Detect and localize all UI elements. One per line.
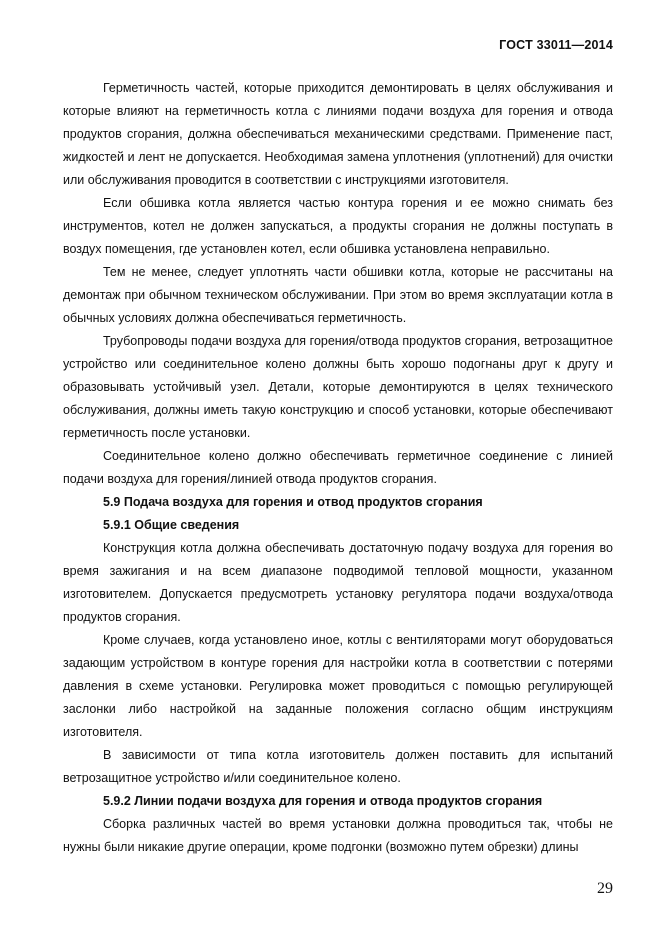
paragraph: Тем не менее, следует уплотнять части обшивки котла, которые не рассчитаны на демонтаж при обычном техническом обслуживании. При этом во время эксплуатации котла в обычных условиях должна обеспечиваться герметичность. <box>63 265 613 325</box>
document-body <box>63 77 613 859</box>
page-number: 29 <box>597 880 613 897</box>
paragraph: Конструкция котла должна обеспечивать достаточную подачу воздуха для горения во время зажигания и на всем диапазоне подводимой тепловой мощности, указанном изготовителем. Допускается предусмотреть установку регулятора подачи воздуха/отвода продуктов сгорания. <box>63 541 613 624</box>
paragraph: Если обшивка котла является частью контура горения и ее можно снимать без инструментов, котел не должен запускаться, а продукты сгорания не должны поступать в воздух помещения, где установлен котел, если обшивка установлена неправильно. <box>63 196 613 256</box>
paragraph: Соединительное колено должно обеспечивать герметичное соединение с линией подачи воздуха для горения/линией отвода продуктов сгорания. <box>63 449 613 486</box>
section-heading-5-9: 5.9 Подача воздуха для горения и отвод продуктов сгорания <box>103 495 483 509</box>
paragraph: Герметичность частей, которые приходится демонтировать в целях обслуживания и которые влияют на герметичность котла с линиями подачи воздуха для горения и отвода продуктов сгорания, должна обеспечиваться механическими средствами. Применение паст, жидкостей и лент не допускается. Необходимая замена уплотнения (уплотнений) для очистки или обслуживания проводится в соответствии с инструкциями изготовителя. <box>63 81 613 187</box>
paragraph: Сборка различных частей во время установки должна проводиться так, чтобы не нужны были никакие другие операции, кроме подгонки (возможно путем обрезки) длины <box>63 817 613 854</box>
paragraph: Кроме случаев, когда установлено иное, котлы с вентиляторами могут оборудоваться задающим устройством в контуре горения для настройки котла в соответствии с потерями давления в схеме установки. Регулировка может проводиться с помощью регулирующей заслонки либо настройкой на заданные положения согласно общим инструкциям изготовителя. <box>63 633 613 739</box>
subsection-heading-5-9-2: 5.9.2 Линии подачи воздуха для горения и отвода продуктов сгорания <box>103 794 543 808</box>
paragraph: В зависимости от типа котла изготовитель должен поставить для испытаний ветрозащитное устройство и/или соединительное колено. <box>63 748 613 785</box>
document-header: ГОСТ 33011—2014 <box>499 38 613 52</box>
subsection-heading-5-9-1: 5.9.1 Общие сведения <box>103 518 240 532</box>
paragraph: Трубопроводы подачи воздуха для горения/отвода продуктов сгорания, ветрозащитное устройство или соединительное колено должны быть хорошо подогнаны друг к другу и образовывать устойчивый узел. Детали, которые демонтируются в целях технического обслуживания, должны иметь такую конструкцию и способ установки, которые обеспечивают герметичность после установки. <box>63 334 613 440</box>
